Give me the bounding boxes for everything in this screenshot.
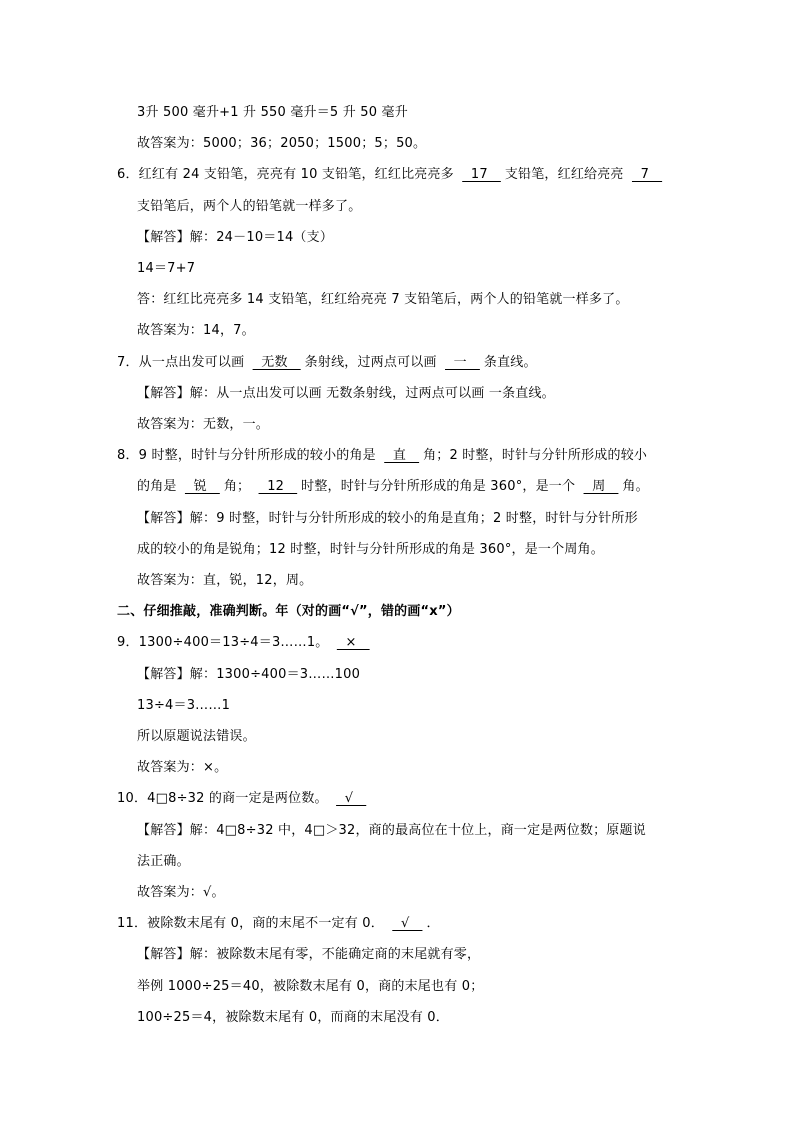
text-segment: 角； [223, 479, 255, 495]
answer-blank: √ [336, 791, 367, 807]
text-line [137, 822, 646, 840]
text-line [137, 541, 604, 559]
text-line [137, 1009, 449, 1027]
answer-blank: 7 [631, 167, 663, 183]
text-segment: 9．1300÷400＝13÷4＝3……1。 [117, 635, 333, 651]
answer-blank: 17 [462, 167, 501, 183]
text-line [137, 510, 638, 528]
answer-blank: 直 [384, 448, 420, 464]
text-segment: 13÷4＝3……1 [137, 697, 231, 713]
text-line [137, 291, 629, 309]
question-line [117, 166, 666, 184]
text-segment: 举例 1000÷25＝40，被除数末尾有 0，商的末尾也有 0； [137, 978, 484, 994]
text-segment: 法正确。 [137, 853, 190, 869]
text-segment: 7．从一点出发可以画 [117, 354, 249, 370]
text-segment: 成的较小的角是锐角；12 时整，时针与分针所形成的角是 360°，是一个周角。 [137, 541, 604, 557]
text-line [137, 853, 190, 871]
text-segment: 故答案为：无数，一。 [137, 417, 270, 432]
answer-blank: √ [392, 916, 423, 932]
text-segment: 答：红红比亮亮多 14 支铅笔，红红给亮亮 7 支铅笔后，两个人的铅笔就一样多了。 [137, 292, 629, 308]
text-segment: 条射线，过两点可以画 [304, 354, 442, 370]
text-segment: 14＝7+7 [137, 261, 196, 276]
text-segment: 支铅笔后，两个人的铅笔就一样多了。 [137, 198, 362, 214]
text-segment: 故答案为：√。 [137, 885, 225, 900]
text-segment: 11．被除数末尾有 0，商的末尾不一定有 0． [117, 916, 389, 932]
text-segment: 3升 500 毫升+1 升 550 毫升＝5 升 50 毫升 [137, 105, 408, 120]
text-line [137, 260, 195, 278]
answer-blank: 12 [258, 479, 298, 495]
text-segment: 条直线。 [483, 354, 537, 370]
question-line [117, 447, 647, 465]
text-segment: 所以原题说法错误。 [137, 729, 256, 744]
text-line [137, 385, 555, 403]
text-segment: 8．9 时整，时针与分针所形成的较小的角是 [117, 448, 381, 464]
text-line [137, 666, 360, 684]
text-segment: 【解答】解：1300÷400＝3……100 [137, 666, 361, 682]
answer-blank: 周 [583, 479, 619, 495]
text-line [137, 416, 269, 434]
text-segment: 【解答】解：从一点出发可以画 无数条射线，过两点可以画 一条直线。 [137, 385, 555, 401]
text-line [137, 198, 361, 216]
answer-blank: 无数 [252, 354, 301, 370]
answer-blank: 锐 [184, 479, 220, 495]
text-line [137, 322, 255, 340]
text-segment: 支铅笔，红红给亮亮 [504, 167, 628, 183]
answer-blank: 一 [445, 354, 480, 370]
text-segment: 【解答】解：9 时整，时针与分针所形成的较小的角是直角；2 时整，时针与分针所形 [137, 510, 638, 526]
question-line [117, 915, 440, 933]
question-line [117, 790, 370, 808]
question-line [117, 634, 374, 652]
text-segment: 故答案为：×。 [137, 760, 228, 776]
answer-blank: × [336, 635, 370, 651]
question-line [117, 354, 537, 372]
text-line [137, 104, 408, 122]
section-heading [117, 603, 460, 621]
text-line [137, 697, 230, 715]
text-segment: 故答案为：直，锐，12，周。 [137, 573, 313, 588]
text-segment: 【解答】解：24－10＝14（支） [137, 229, 334, 245]
text-line [137, 759, 227, 777]
text-line [137, 884, 225, 902]
text-segment: 时整，时针与分针所形成的角是 360°，是一个 [301, 479, 580, 495]
text-segment: 角；2 时整，时针与分针所形成的较小 [423, 448, 648, 464]
text-line [137, 478, 649, 496]
text-segment: 100÷25＝4，被除数末尾有 0，而商的末尾没有 0． [137, 1009, 449, 1025]
text-segment: 6．红红有 24 支铅笔，亮亮有 10 支铅笔，红红比亮亮多 [117, 167, 459, 183]
text-segment: 故答案为：5000；36；2050；1500；5；50。 [137, 136, 427, 152]
text-segment: 【解答】解：4□8÷32 中，4□＞32，商的最高位在十位上，商一定是两位数；原题说 [137, 822, 646, 838]
text-segment: 角。 [622, 479, 649, 495]
text-segment: 【解答】解：被除数末尾有零，不能确定商的末尾就有零， [137, 947, 481, 963]
text-line [137, 946, 480, 964]
text-line [137, 572, 312, 590]
text-line [137, 135, 426, 153]
text-line [137, 229, 333, 247]
text-segment: 二、仔细推敲，准确判断。年（对的画“√”，错的画“x”） [117, 604, 460, 620]
text-segment: 10．4□8÷32 的商一定是两位数。 [117, 791, 333, 807]
text-segment: 的角是 [137, 479, 181, 495]
text-segment: 故答案为：14，7。 [137, 323, 255, 339]
text-line [137, 728, 256, 746]
text-segment: ． [426, 916, 440, 932]
text-line [137, 978, 483, 996]
